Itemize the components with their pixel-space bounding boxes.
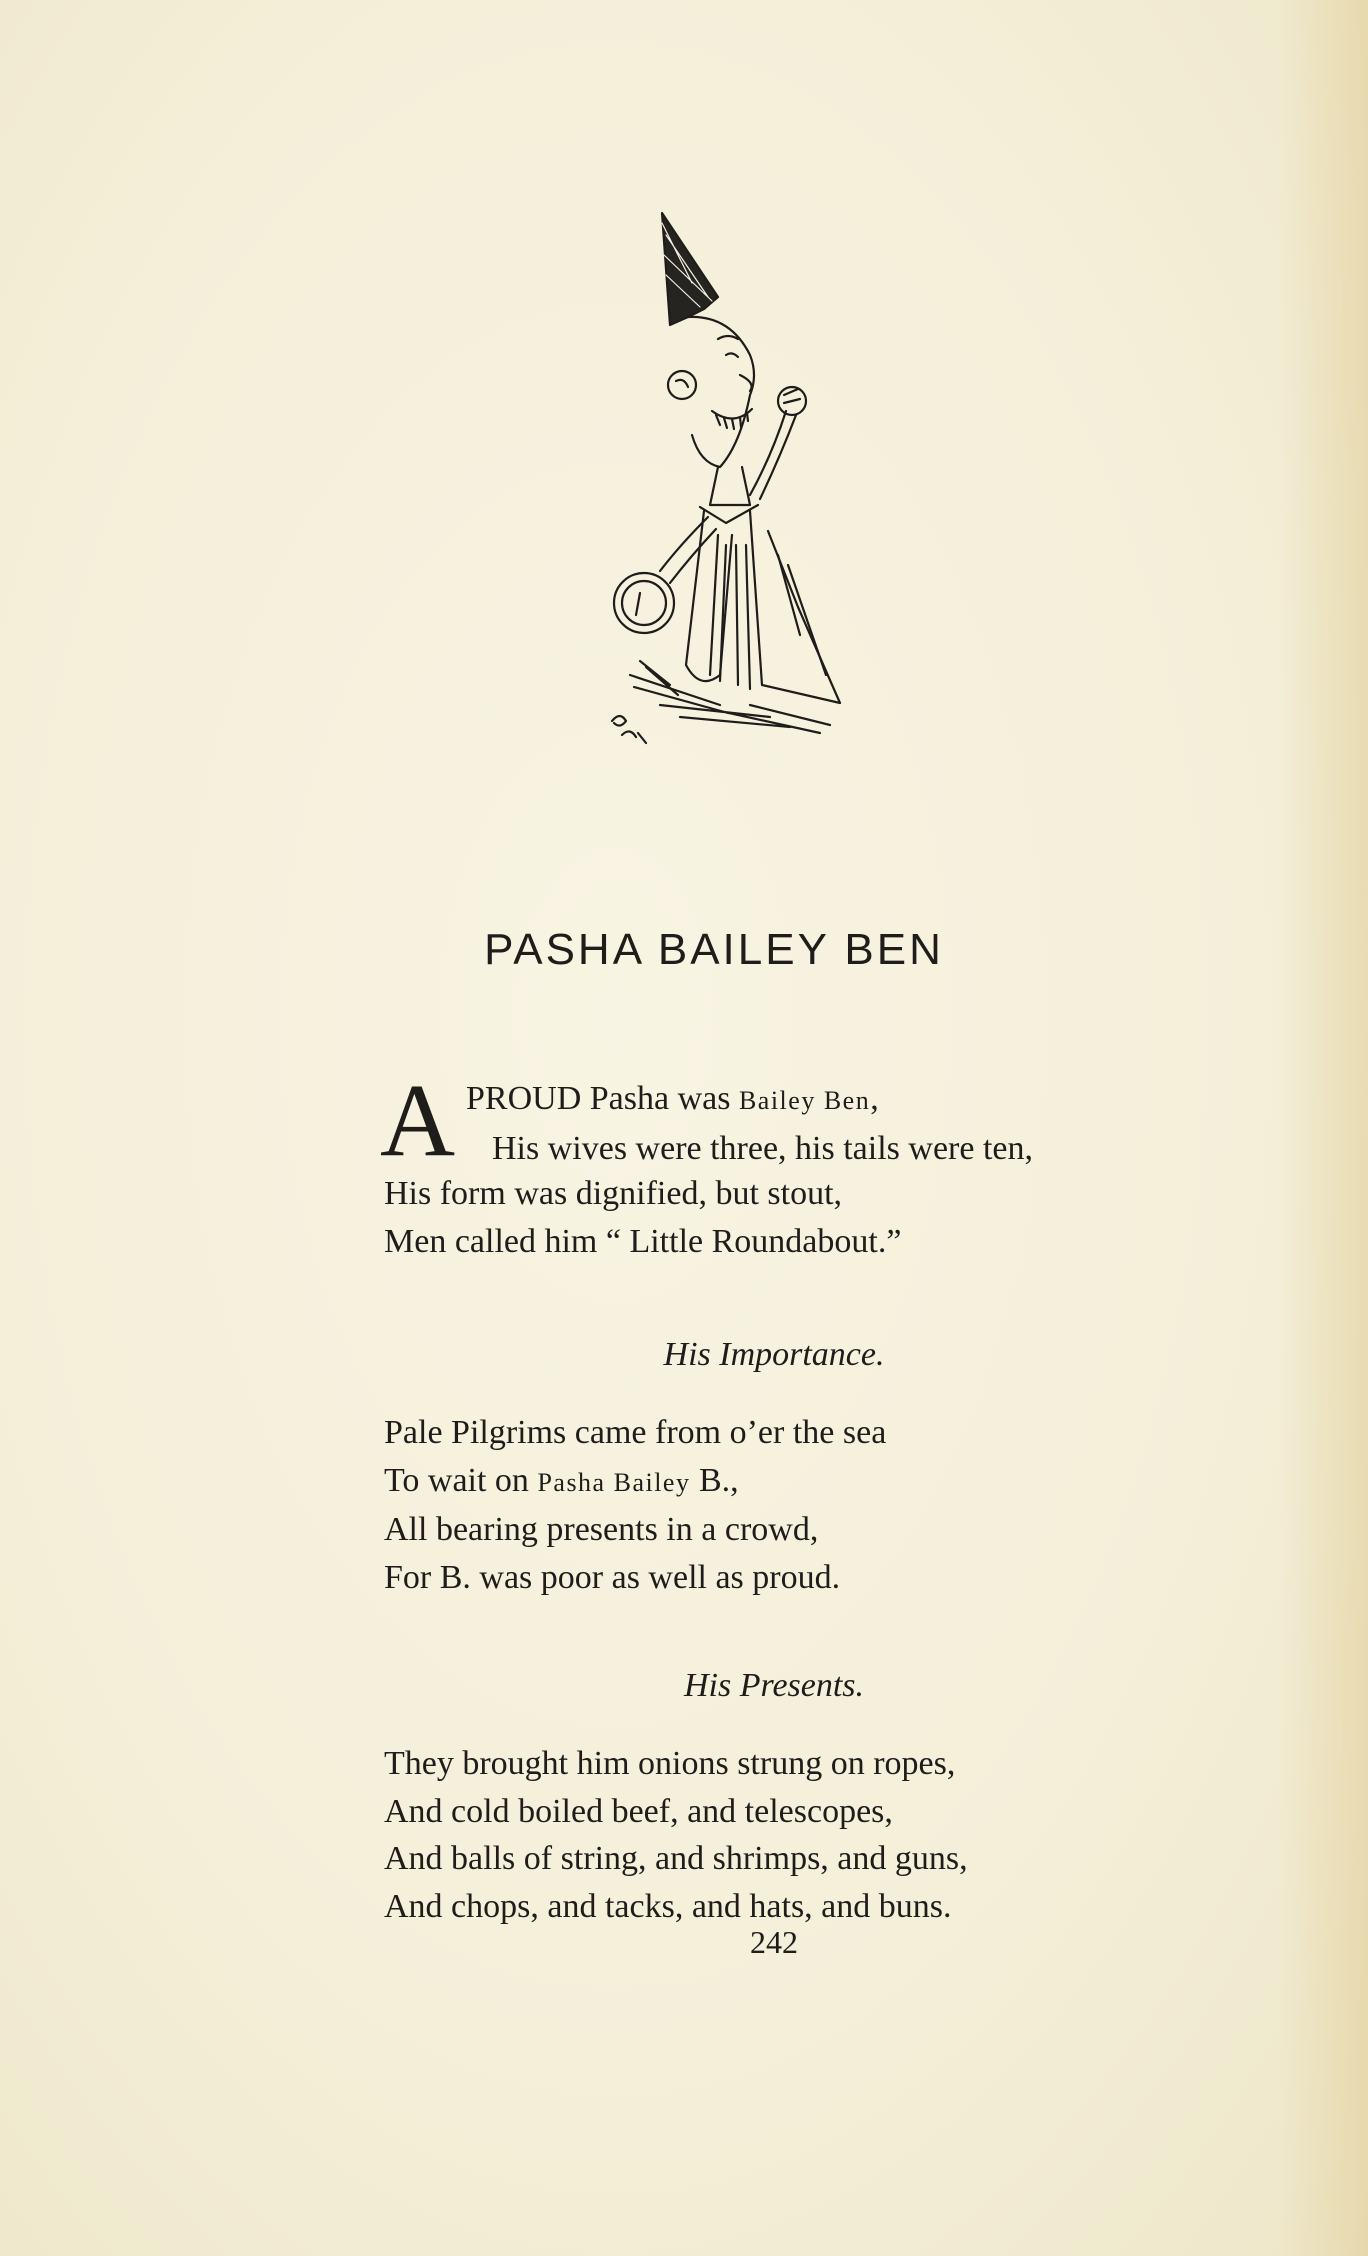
line-text: B., [690, 1461, 739, 1499]
pasha-caricature-illustration [600, 205, 950, 765]
line-text: To wait on [384, 1461, 538, 1499]
page-number: 242 [750, 1924, 798, 1960]
drop-cap-letter: A [380, 1063, 456, 1178]
poem-line: Men called him “ Little Roundabout.” [384, 1222, 902, 1260]
stanza-2 [384, 1409, 886, 1601]
line-text: PROUD Pasha was [466, 1080, 739, 1117]
stanza-1-opening [466, 1075, 1033, 1172]
poem-line: All bearing presents in a crowd, [384, 1511, 819, 1548]
section-heading-importance: His Importance. [663, 1336, 885, 1373]
poem-line: Pale Pilgrims came from o’er the sea [384, 1414, 887, 1451]
poem-line: His form was dignified, but stout, [384, 1175, 843, 1212]
poem-line: His wives were three, his tails were ten, [492, 1129, 1033, 1167]
stanza-3 [384, 1740, 968, 1930]
section-heading-presents: His Presents. [683, 1667, 865, 1704]
poem-line: They brought him onions strung on ropes, [384, 1745, 956, 1782]
small-caps-name: Bailey Ben [738, 1086, 871, 1115]
poem-title: PASHA BAILEY BEN [484, 925, 944, 974]
line-text: , [870, 1080, 879, 1117]
page-edge-shadow [1278, 0, 1368, 2256]
poem-line: And chops, and tacks, and hats, and buns. [384, 1887, 952, 1925]
stanza-1-continued [384, 1170, 901, 1265]
poem-line: And balls of string, and shrimps, and guns, [384, 1840, 968, 1877]
poem-line: For B. was poor as well as proud. [384, 1558, 841, 1596]
poem-line: And cold boiled beef, and telescopes, [384, 1792, 893, 1830]
poem-line [466, 1075, 1033, 1125]
small-caps-name: Pasha Bailey [537, 1467, 691, 1497]
poem-line [384, 1457, 886, 1507]
